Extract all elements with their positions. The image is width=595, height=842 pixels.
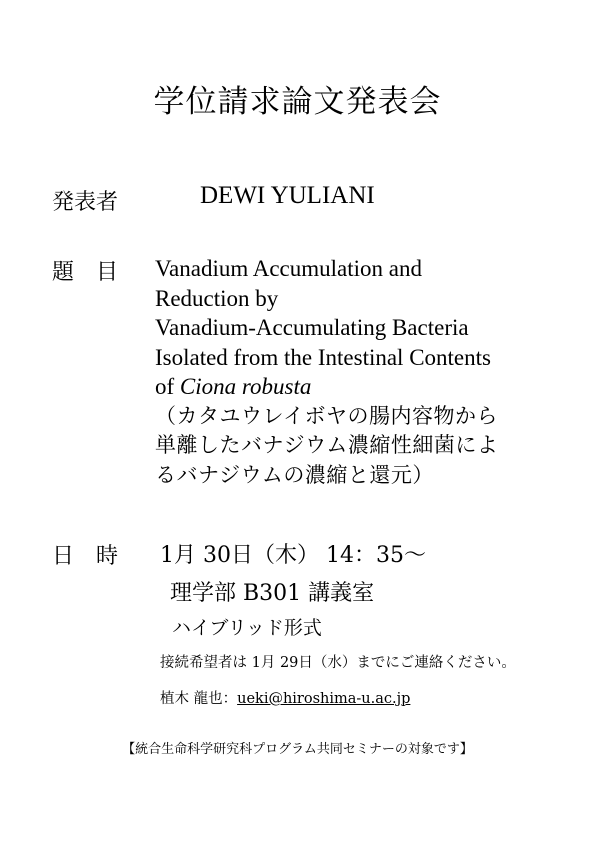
topic-label: 題 目 xyxy=(52,260,119,285)
topic-line-2: Reduction by xyxy=(155,285,279,311)
topic-of-prefix: of xyxy=(155,374,180,399)
topic-jp-line-1: （カタユウレイボヤの腸内容物から xyxy=(155,403,498,428)
contact-email-link[interactable]: ueki@hiroshima-u.ac.jp xyxy=(237,691,411,707)
footer-note: 【統合生命科学研究科プログラム共同セミナーの対象です】 xyxy=(122,742,473,757)
topic-line-4: Isolated from the Intestinal Contents xyxy=(155,344,491,370)
species-name: Ciona robusta xyxy=(179,374,312,399)
topic-jp-line-3: るバナジウムの濃縮と還元） xyxy=(155,462,434,487)
schedule-datetime: 1月 30日（木） 14：35～ xyxy=(160,543,426,568)
page-title: 学位請求論文発表会 xyxy=(153,84,442,120)
presenter-name: DEWI YULIANI xyxy=(200,182,375,209)
topic-text xyxy=(155,254,585,490)
topic-line-5 xyxy=(155,372,585,402)
schedule-format: ハイブリッド形式 xyxy=(172,617,322,639)
topic-line-3: Vanadium-Accumulating Bacteria xyxy=(155,315,469,340)
schedule-room: 理学部 B301 講義室 xyxy=(170,581,375,606)
contact-name: 植木 龍也： xyxy=(160,691,238,707)
connection-note: 接続希望者は 1月 29日（水）までにご連絡ください。 xyxy=(160,655,516,671)
presenter-label: 発表者 xyxy=(52,190,119,215)
topic-line-1: Vanadium Accumulation and xyxy=(155,256,422,281)
schedule-label: 日 時 xyxy=(52,544,119,569)
topic-jp-line-2: 単離したバナジウム濃縮性細菌によ xyxy=(155,433,499,457)
contact-line xyxy=(160,687,410,708)
